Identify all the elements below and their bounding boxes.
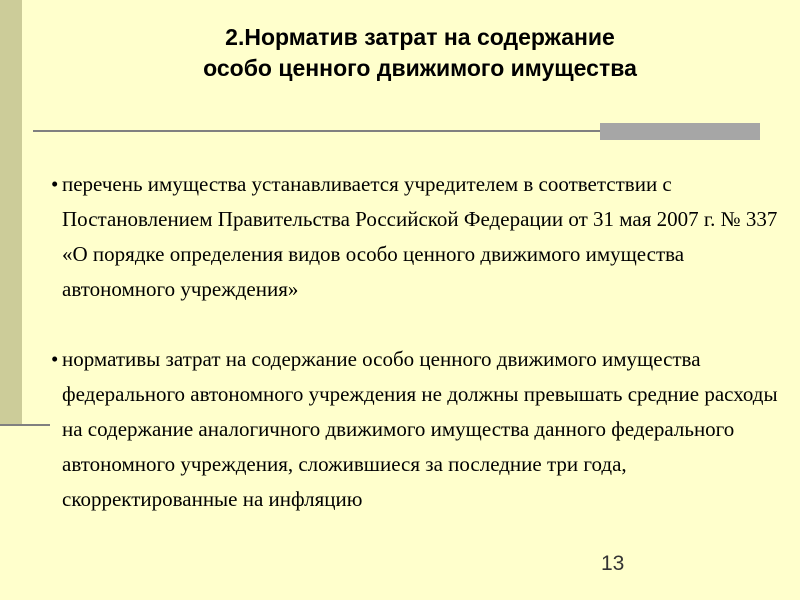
- left-band-tick: [0, 424, 50, 426]
- title-divider-line: [33, 130, 600, 132]
- title-line-1: 2.Норматив затрат на содержание: [225, 24, 615, 50]
- bullet-list: [48, 167, 778, 517]
- slide-title: [0, 22, 800, 84]
- title-line-2: особо ценного движимого имущества: [203, 55, 637, 81]
- bullet-marker: •: [51, 347, 59, 371]
- bullet-text: перечень имущества устанавливается учредителем в соответствии с Постановлением Правительства Российской Федерации от 31 мая 2007 г. № 337 «О порядке определения видов особо ценного движимого имущества автономного учреждения»: [62, 172, 778, 301]
- title-divider-block: [600, 123, 760, 140]
- page-number: 13: [601, 552, 625, 575]
- bullet-item: [48, 342, 778, 517]
- bullet-marker: •: [51, 172, 59, 196]
- bullet-item: [48, 167, 778, 307]
- bullet-text: нормативы затрат на содержание особо ценного движимого имущества федерального автономного учреждения не должны превышать средние расходы на содержание аналогичного движимого имущества данного федерального автономного учреждения, сложившиеся за последние три года, скорректированные на инфляцию: [62, 347, 778, 511]
